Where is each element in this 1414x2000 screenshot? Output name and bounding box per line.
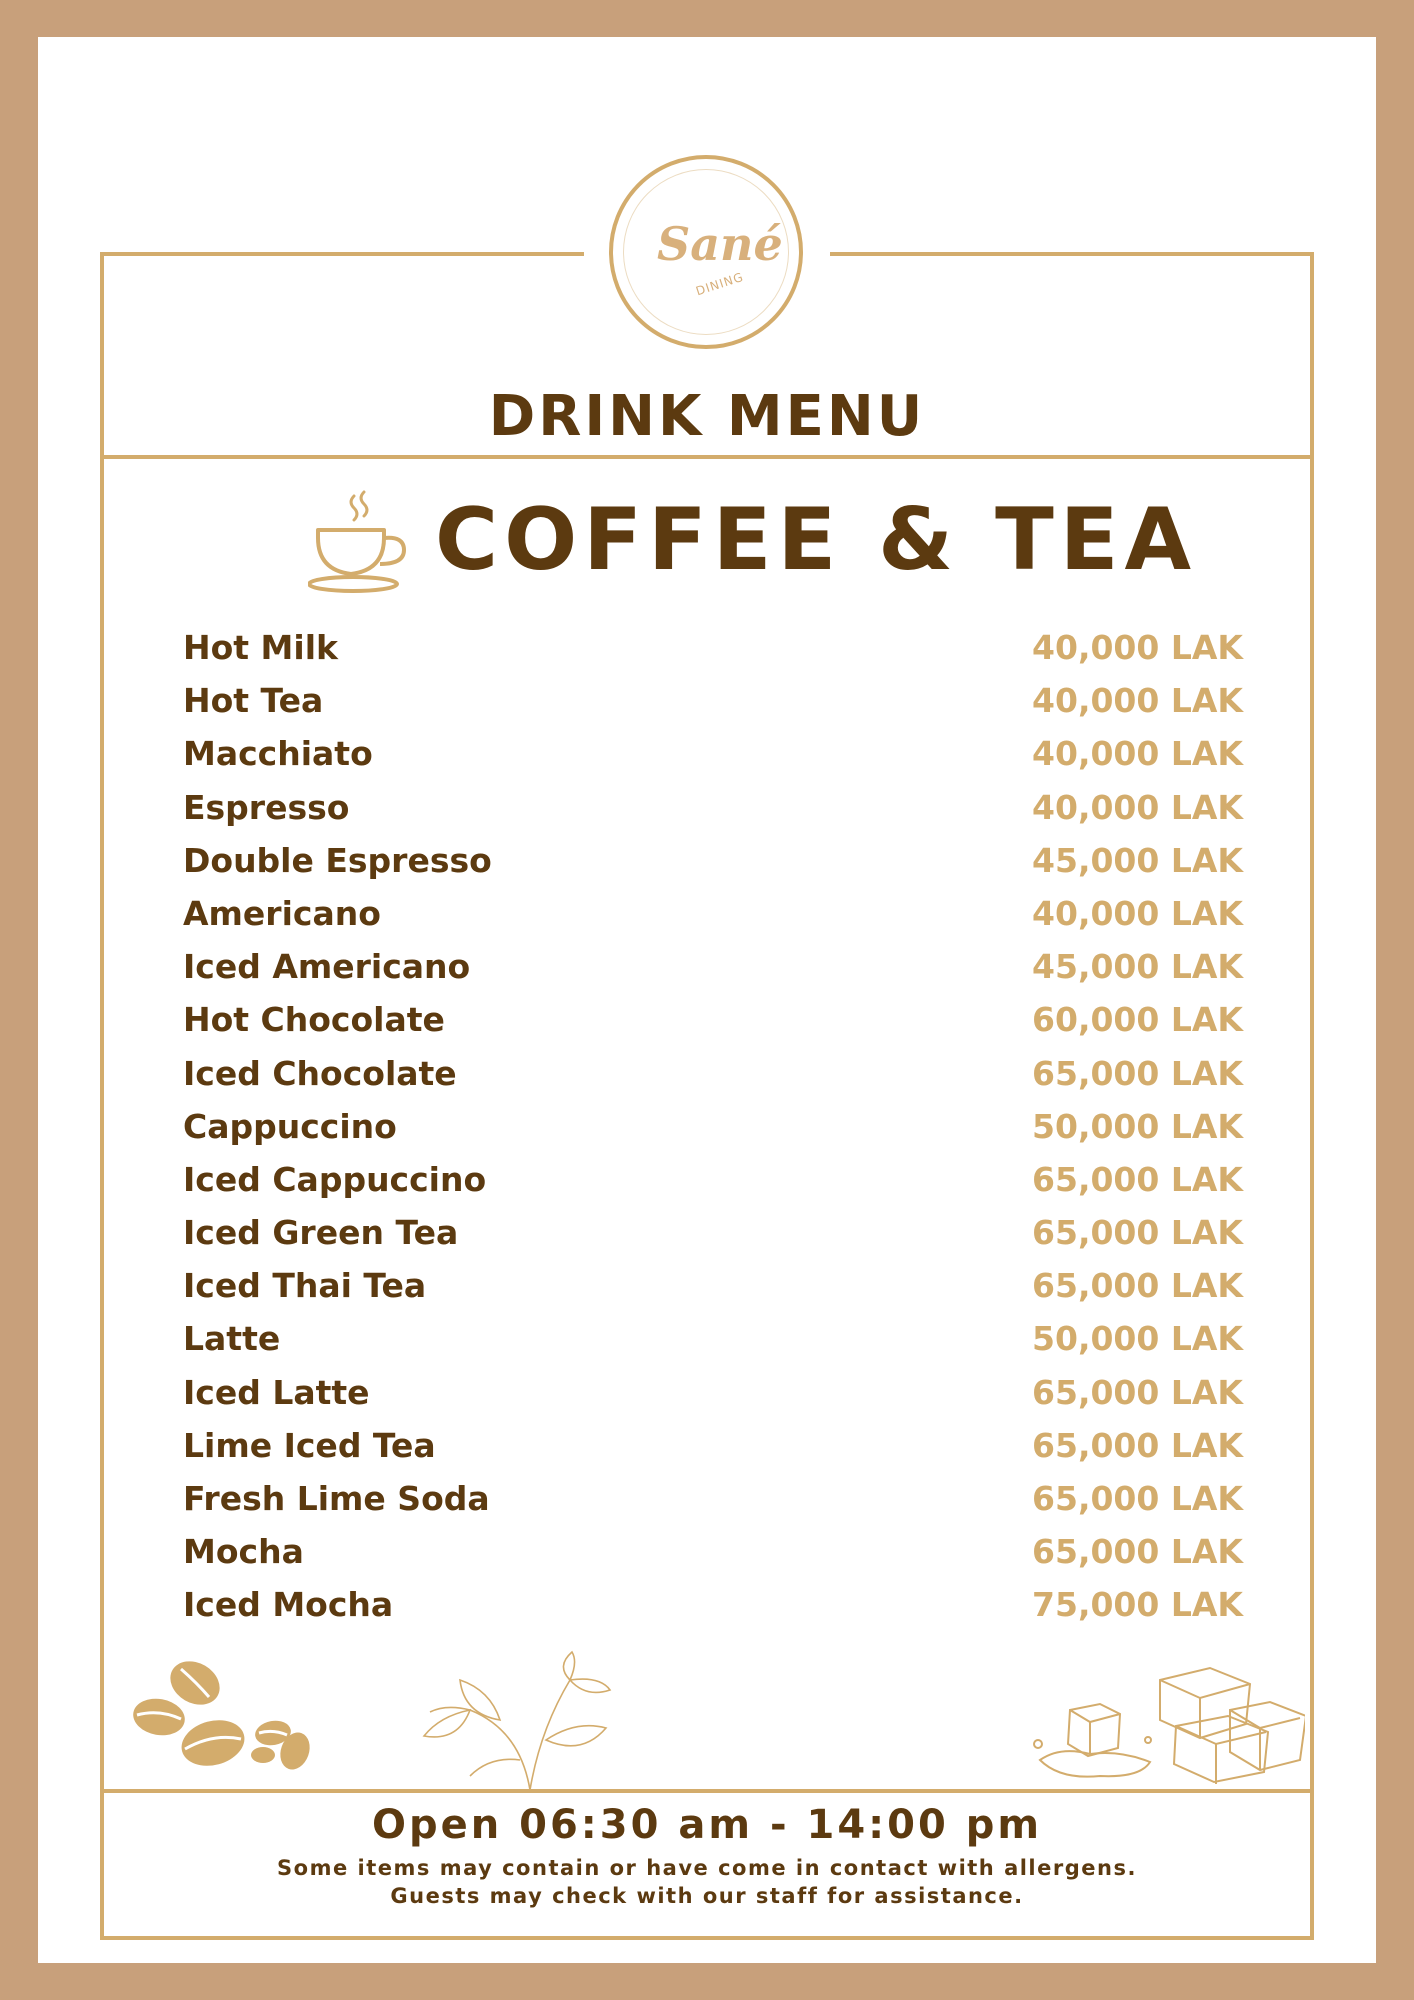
list-item	[183, 894, 1243, 947]
list-item	[183, 1160, 1243, 1213]
list-item	[183, 734, 1243, 787]
logo-sub: DINING	[694, 269, 746, 299]
item-price: 50,000 LAK	[1032, 1319, 1243, 1359]
section-title: COFFEE & TEA	[435, 490, 1198, 590]
list-item	[183, 1319, 1243, 1372]
item-name: Iced Latte	[183, 1372, 370, 1412]
list-item	[183, 1213, 1243, 1266]
item-name: Espresso	[183, 787, 350, 827]
item-price: 65,000 LAK	[1032, 1213, 1243, 1253]
coffee-cup-icon	[308, 490, 408, 594]
item-name: Fresh Lime Soda	[183, 1479, 490, 1518]
list-item	[183, 1479, 1243, 1532]
item-price: 50,000 LAK	[1032, 1106, 1243, 1146]
list-item	[183, 681, 1243, 734]
list-item	[183, 628, 1243, 681]
item-name: Hot Milk	[183, 628, 338, 667]
list-item	[183, 1054, 1243, 1107]
sugar-cubes-icon	[1030, 1660, 1305, 1785]
item-name: Mocha	[183, 1532, 304, 1572]
frame-right	[1310, 252, 1314, 1940]
item-price: 65,000 LAK	[1032, 1372, 1243, 1412]
item-name: Iced Americano	[183, 947, 471, 987]
item-price: 60,000 LAK	[1032, 1000, 1243, 1040]
item-name: Latte	[183, 1319, 281, 1359]
logo-brand: Sané	[657, 217, 783, 271]
list-item	[183, 1266, 1243, 1319]
item-name: Lime Iced Tea	[183, 1425, 436, 1465]
item-price: 65,000 LAK	[1032, 1425, 1243, 1465]
item-price: 40,000 LAK	[1032, 681, 1243, 721]
item-name: Double Espresso	[183, 840, 492, 880]
item-price: 65,000 LAK	[1032, 1053, 1243, 1093]
list-item	[183, 1426, 1243, 1479]
list-item	[183, 1373, 1243, 1426]
allergen-note-line2: Guests may check with our staff for assistance.	[390, 1884, 1024, 1908]
frame-top-right	[830, 252, 1314, 256]
list-item	[183, 1585, 1243, 1638]
coffee-beans-icon	[125, 1655, 325, 1775]
item-price: 65,000 LAK	[1032, 1159, 1243, 1199]
frame-left	[100, 252, 104, 1940]
page-title: DRINK MENU	[488, 384, 926, 449]
item-price: 40,000 LAK	[1032, 734, 1243, 774]
item-price: 40,000 LAK	[1032, 787, 1243, 827]
frame-divider-header	[100, 455, 1314, 459]
list-item	[183, 841, 1243, 894]
opening-hours: Open 06:30 am - 14:00 pm	[371, 1802, 1043, 1848]
item-price: 65,000 LAK	[1032, 1532, 1243, 1572]
tea-leaves-icon	[420, 1650, 630, 1790]
item-name: Hot Chocolate	[183, 1000, 445, 1040]
item-name: Iced Thai Tea	[183, 1266, 427, 1306]
list-item	[183, 1532, 1243, 1585]
item-name: Macchiato	[183, 734, 373, 774]
list-item	[183, 947, 1243, 1000]
list-item	[183, 788, 1243, 841]
allergen-note-line1: Some items may contain or have come in contact with allergens.	[277, 1856, 1137, 1880]
list-item	[183, 1107, 1243, 1160]
item-price: 45,000 LAK	[1032, 840, 1243, 880]
item-price: 65,000 LAK	[1032, 1479, 1243, 1518]
item-name: Iced Green Tea	[183, 1213, 459, 1253]
item-name: Americano	[183, 893, 381, 933]
item-price: 65,000 LAK	[1032, 1266, 1243, 1306]
item-name: Hot Tea	[183, 681, 324, 721]
item-name: Iced Mocha	[183, 1585, 394, 1625]
frame-bottom	[100, 1936, 1314, 1940]
frame-top-left	[100, 252, 584, 256]
list-item	[183, 1000, 1243, 1053]
item-name: Cappuccino	[183, 1106, 397, 1146]
menu-list	[183, 628, 1243, 1639]
item-price: 45,000 LAK	[1032, 947, 1243, 987]
frame-divider-footer	[100, 1789, 1314, 1793]
item-price: 75,000 LAK	[1032, 1585, 1243, 1625]
item-name: Iced Cappuccino	[183, 1159, 487, 1199]
item-price: 40,000 LAK	[1032, 893, 1243, 933]
logo	[609, 155, 803, 349]
item-price: 40,000 LAK	[1032, 628, 1243, 667]
item-name: Iced Chocolate	[183, 1053, 457, 1093]
